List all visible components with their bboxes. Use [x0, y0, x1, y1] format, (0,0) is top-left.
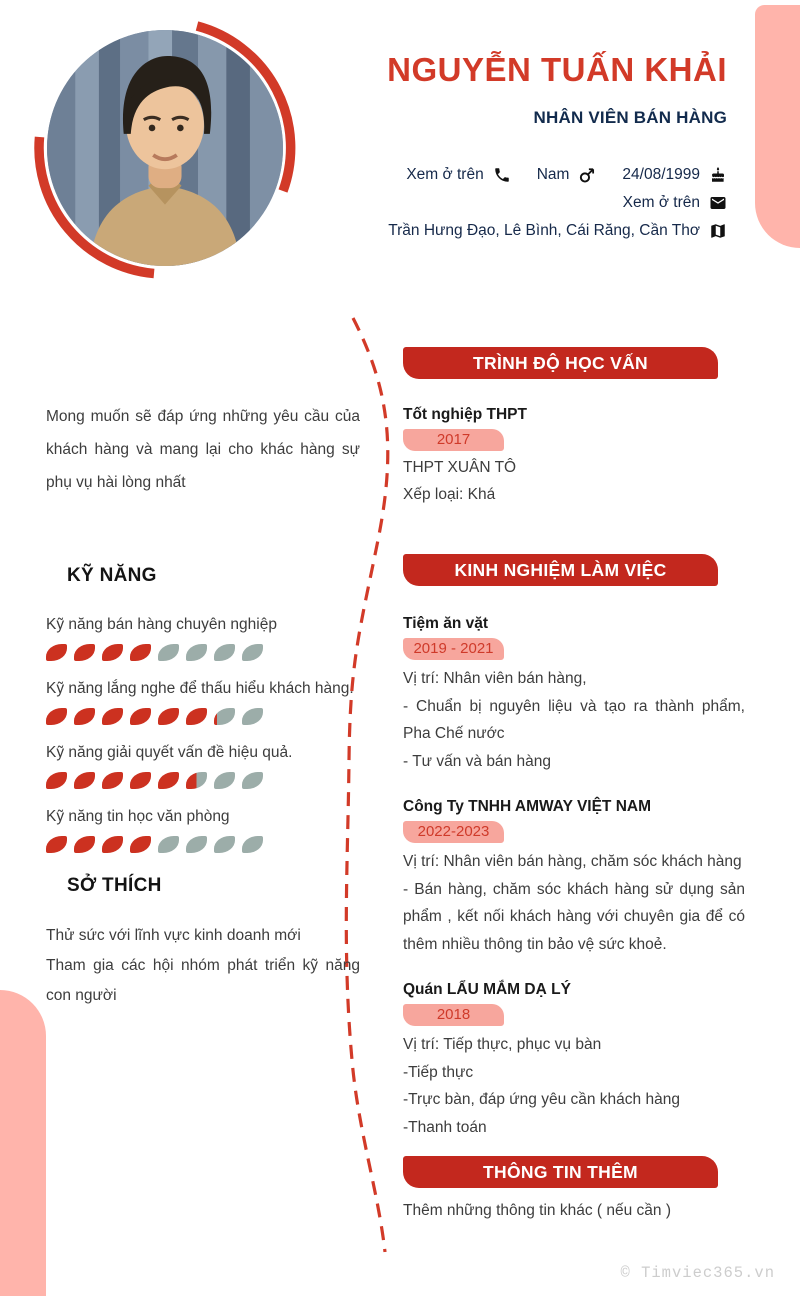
job-description	[403, 1031, 745, 1141]
contact-gender	[537, 166, 597, 184]
experience-banner: KINH NGHIỆM LÀM VIỆC	[403, 554, 718, 586]
leaf-icon	[130, 836, 151, 853]
leaf-icon	[102, 708, 123, 725]
leaf-icon	[158, 772, 179, 789]
leaf-icon	[242, 708, 263, 725]
phone-value: Xem ở trên	[406, 166, 484, 183]
contact-email	[623, 194, 727, 212]
phone-icon	[493, 166, 511, 184]
job-entry	[403, 797, 745, 958]
skills-list	[46, 611, 360, 853]
header	[367, 50, 727, 240]
leaf-icon	[102, 644, 123, 661]
leaf-icon	[186, 644, 207, 661]
job-description-line: - Tư vấn và bán hàng	[403, 752, 551, 770]
gender-icon	[578, 166, 596, 184]
hobbies-text	[46, 921, 360, 1011]
contact-address	[388, 222, 727, 240]
education-grade: Xếp loại: Khá	[403, 486, 496, 503]
education-period-badge: 2017	[403, 429, 504, 451]
leaf-icon	[130, 772, 151, 789]
skill-label: Kỹ năng giải quyết vấn đề hiệu quả.	[46, 744, 293, 761]
leaf-icon	[158, 644, 179, 661]
leaf-icon	[242, 772, 263, 789]
leaf-icon	[186, 836, 207, 853]
pink-corner-top-right	[755, 5, 800, 248]
job-entry	[403, 980, 745, 1141]
education-school: THPT XUÂN TÔ	[403, 459, 517, 476]
hobby-line: Tham gia các hội nhóm phát triển kỹ năng con người	[46, 957, 360, 1004]
skills-heading: KỸ NĂNG	[67, 565, 157, 586]
job-description-line: -Thanh toán	[403, 1118, 487, 1136]
job-description	[403, 848, 745, 958]
leaf-icon	[158, 708, 179, 725]
leaf-icon	[46, 836, 67, 853]
skill-label: Kỹ năng tin học văn phòng	[46, 808, 230, 825]
job-description-line: Vị trí: Tiếp thực, phục vụ bàn	[403, 1036, 602, 1053]
birthday-value: 24/08/1999	[622, 166, 700, 183]
left-column	[46, 400, 360, 1011]
job-period-badge: 2018	[403, 1004, 504, 1026]
job-description-line: -Tiếp thực	[403, 1063, 474, 1081]
job-description	[403, 665, 745, 775]
skill-rating	[46, 836, 360, 853]
leaf-icon	[46, 772, 67, 789]
contact-row-3	[388, 222, 727, 240]
watermark: © Timviec365.vn	[620, 1264, 775, 1282]
gender-value: Nam	[536, 166, 570, 183]
objective-text: Mong muốn sẽ đáp ứng những yêu cầu của khách hàng và mang lại cho khác hàng sự phụ vụ hài lòng nhất	[46, 408, 360, 491]
skill-item	[46, 611, 360, 661]
job-company: Tiệm ăn vặt	[403, 615, 489, 632]
mail-icon	[709, 194, 727, 212]
skill-rating	[46, 772, 360, 789]
leaf-icon	[242, 644, 263, 661]
skill-rating	[46, 708, 360, 725]
job-description-line: Vị trí: Nhân viên bán hàng, chăm sóc khách hàng	[403, 853, 742, 870]
skill-rating	[46, 644, 360, 661]
contact-birthday	[622, 166, 727, 184]
skill-item	[46, 803, 360, 853]
job-description-line: Vị trí: Nhân viên bán hàng,	[403, 670, 587, 687]
contact-row-1	[406, 166, 727, 184]
leaf-icon	[130, 708, 151, 725]
address-value: Trần Hưng Đạo, Lê Bình, Cái Răng, Cần Thơ	[388, 222, 700, 239]
map-icon	[709, 222, 727, 240]
leaf-icon	[214, 708, 235, 725]
leaf-icon	[74, 644, 95, 661]
right-column	[403, 347, 745, 1220]
hobbies-heading: SỞ THÍCH	[67, 875, 162, 896]
contact-phone	[406, 166, 510, 184]
leaf-icon	[102, 772, 123, 789]
education-degree: Tốt nghiệp THPT	[403, 406, 527, 423]
leaf-icon	[242, 836, 263, 853]
skill-item	[46, 675, 360, 725]
leaf-icon	[214, 836, 235, 853]
birthday-cake-icon	[709, 166, 727, 184]
skill-item	[46, 739, 360, 789]
pink-corner-bottom-left	[0, 990, 46, 1296]
leaf-icon	[74, 836, 95, 853]
leaf-icon	[214, 644, 235, 661]
job-period-badge: 2019 - 2021	[403, 638, 504, 660]
job-description-line: - Chuẩn bị nguyên liệu và tạo ra thành phẩm, Pha Chế nước	[403, 697, 745, 742]
job-description-line: -Trực bàn, đáp ứng yêu cần khách hàng	[403, 1091, 680, 1108]
skill-label: Kỹ năng bán hàng chuyên nghiệp	[46, 616, 277, 633]
leaf-icon	[46, 644, 67, 661]
education-banner: TRÌNH ĐỘ HỌC VẤN	[403, 347, 718, 379]
leaf-icon	[74, 772, 95, 789]
job-company: Quán LẨU MẮM DẠ LÝ	[403, 981, 571, 998]
contact-row-2	[623, 194, 727, 212]
job-description-line: - Bán hàng, chăm sóc khách hàng sử dụng sản phẩm , kết nối khách hàng với chuyên gia để có thêm nhiều thông tin bảo vệ sức khoẻ.	[403, 880, 745, 953]
job-title: NHÂN VIÊN BÁN HÀNG	[533, 108, 727, 127]
job-company: Công Ty TNHH AMWAY VIỆT NAM	[403, 798, 651, 815]
skill-label: Kỹ năng lắng nghe để thấu hiểu khách hàng.	[46, 680, 354, 697]
candidate-name: NGUYỄN TUẤN KHẢI	[387, 51, 727, 88]
profile-photo	[47, 30, 283, 266]
leaf-icon	[46, 708, 67, 725]
leaf-icon	[102, 836, 123, 853]
email-value: Xem ở trên	[622, 194, 700, 211]
additional-info-text: Thêm những thông tin khác ( nếu cần )	[403, 1202, 672, 1219]
job-period-badge: 2022-2023	[403, 821, 504, 843]
additional-info-banner: THÔNG TIN THÊM	[403, 1156, 718, 1188]
job-entry	[403, 614, 745, 775]
leaf-icon	[214, 772, 235, 789]
leaf-icon	[74, 708, 95, 725]
leaf-icon	[186, 708, 207, 725]
leaf-icon	[158, 836, 179, 853]
hobby-line: Thử sức với lĩnh vực kinh doanh mới	[46, 927, 301, 944]
leaf-icon	[186, 772, 207, 789]
leaf-icon	[130, 644, 151, 661]
